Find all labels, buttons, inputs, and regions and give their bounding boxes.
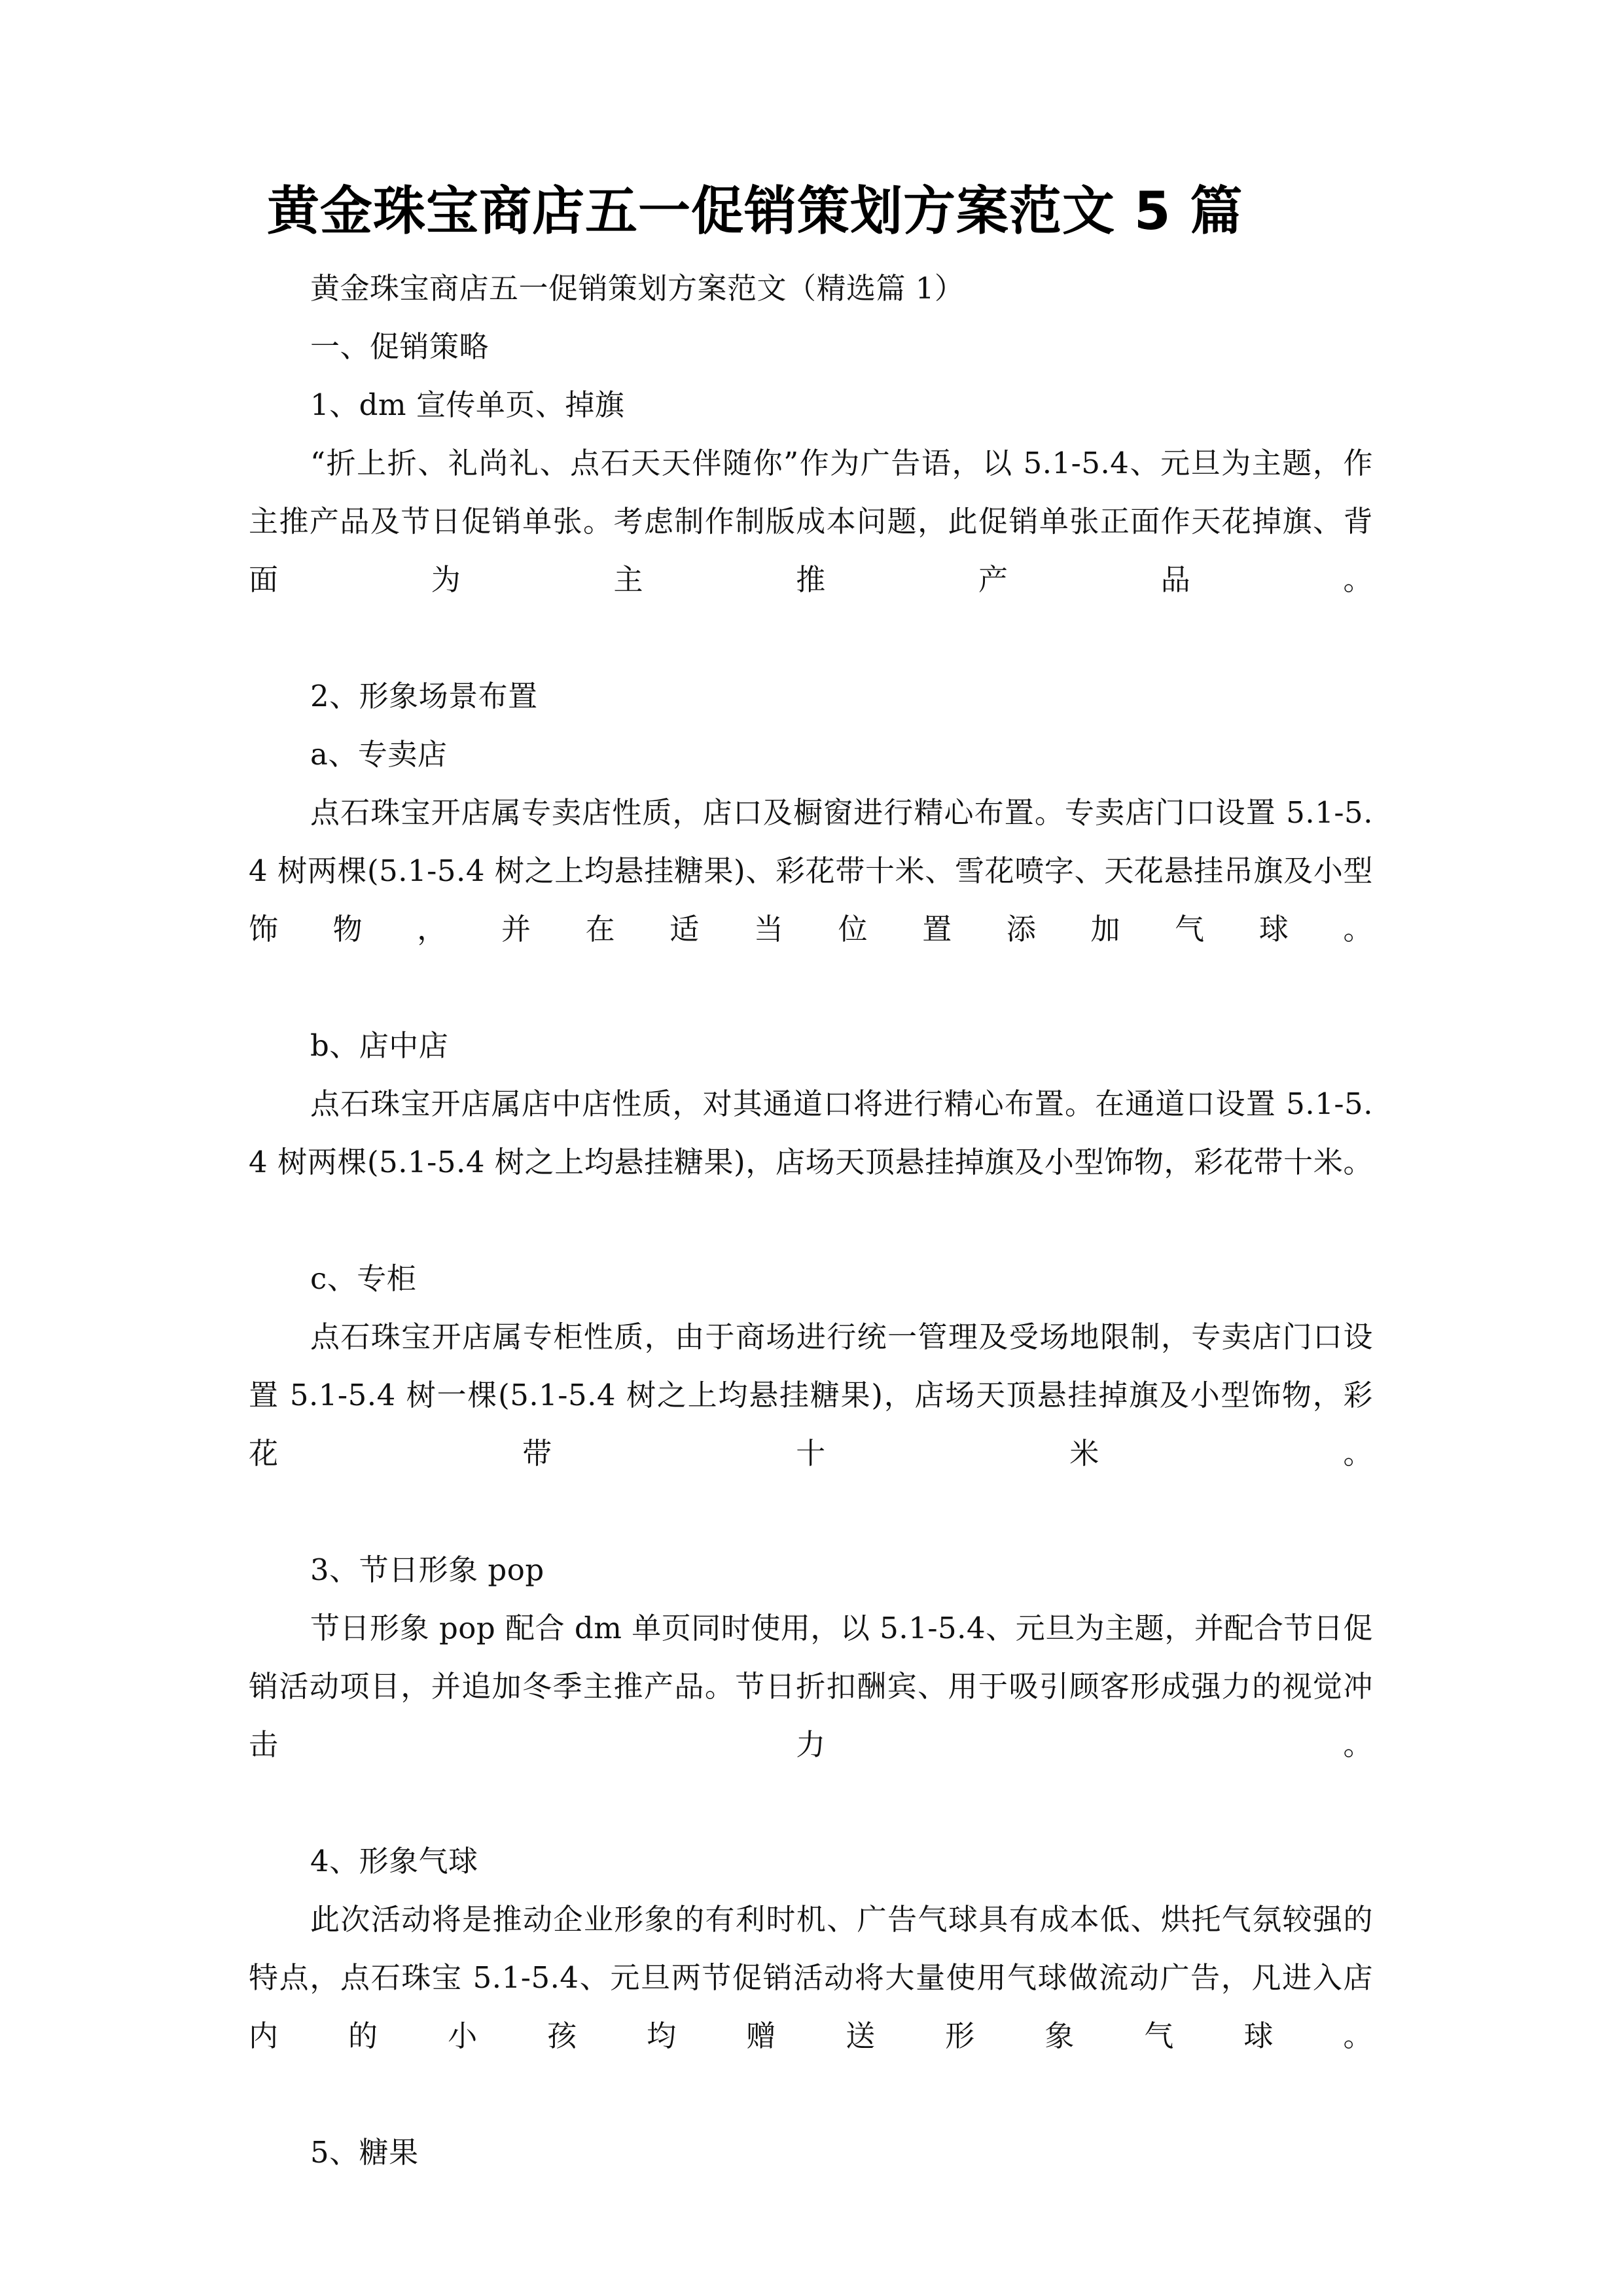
document-content (249, 175, 1373, 2181)
page-title: 黄金珠宝商店五一促销策划方案范文 5 篇 (267, 181, 1243, 242)
heading-item-2c-counter: c、专柜 (310, 1261, 417, 1296)
paragraph-item-2c-counter: 点石珠宝开店属专柜性质，由于商场进行统一管理及受场地限制，专卖店门口设置 5.1-5.4 树一棵(5.1-5.4 树之上均悬挂糖果)，店场天顶悬挂掉旗及小型饰物，彩花带十米。 (249, 1319, 1373, 1471)
heading-item-1-dm-flyer: 1、dm 宣传单页、掉旗 (310, 387, 625, 422)
heading-item-2-scene-layout: 2、形象场景布置 (310, 679, 538, 713)
heading-item-4-image-balloon: 4、形象气球 (310, 1844, 478, 1878)
heading-item-5-candy: 5、糖果 (310, 2135, 419, 2170)
paragraph-item-4-image-balloon: 此次活动将是推动企业形象的有利时机、广告气球具有成本低、烘托气氛较强的特点，点石珠宝 5.1-5.4、元旦两节促销活动将大量使用气球做流动广告，凡进入店内的小孩均赠送形象气球。 (249, 1902, 1373, 2053)
heading-item-2a-exclusive-store: a、专卖店 (310, 737, 448, 772)
paragraph-item-3-holiday-pop: 节日形象 pop 配合 dm 单页同时使用，以 5.1-5.4、元旦为主题，并配合节日促销活动项目，并追加冬季主推产品。节日折扣酬宾、用于吸引顾客形成强力的视觉冲击力。 (249, 1611, 1373, 1762)
heading-item-2b-store-in-store: b、店中店 (310, 1028, 449, 1063)
heading-item-3-holiday-pop: 3、节日形象 pop (310, 1552, 544, 1587)
paragraph-item-1-dm-flyer: “折上折、礼尚礼、点石天天伴随你”作为广告语，以 5.1-5.4、元旦为主题，作主推产品及节日促销单张。考虑制作制版成本问题，此促销单张正面作天花掉旗、背面为主推产品。 (249, 446, 1373, 597)
paragraph-item-2a-exclusive-store: 点石珠宝开店属专卖店性质，店口及橱窗进行精心布置。专卖店门口设置 5.1-5.4 树两棵(5.1-5.4 树之上均悬挂糖果)、彩花带十米、雪花喷字、天花悬挂吊旗及小型饰物，并在适当位置添加气球。 (249, 795, 1373, 946)
document-subtitle: 黄金珠宝商店五一促销策划方案范文（精选篇 1） (310, 271, 965, 306)
section-heading-promotion-strategy: 一、促销策略 (310, 329, 490, 364)
paragraph-item-2b-store-in-store: 点石珠宝开店属店中店性质，对其通道口将进行精心布置。在通道口设置 5.1-5.4 树两棵(5.1-5.4 树之上均悬挂糖果)，店场天顶悬挂掉旗及小型饰物，彩花带十米。 (249, 1086, 1373, 1179)
